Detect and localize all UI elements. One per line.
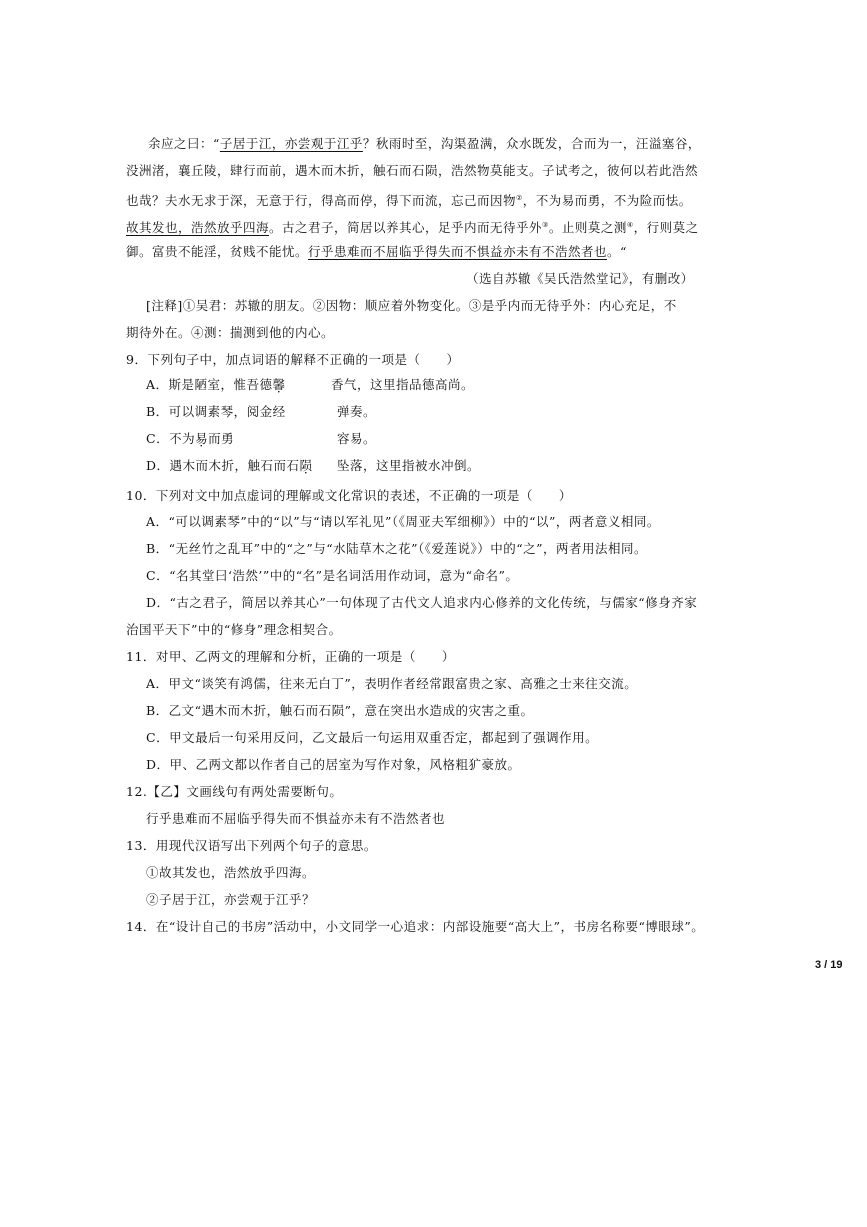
q10-stem: 10．下列对文中加点虚词的理解或文化常识的表述，不正确的一项是（ ） (126, 488, 572, 503)
q9-option-c-explanation: 容易。 (337, 431, 377, 446)
underlined-sentence-1: 故其发也，浩然放乎四海 (126, 220, 270, 236)
q9-option-a: A．斯是陋室，惟吾德馨 (146, 377, 286, 392)
q11-option-c: C．甲文最后一句采用反问，乙文最后一句运用双重否定，都起到了强调作用。 (146, 730, 599, 745)
passage-line-2: 没洲渚，襄丘陵，肆行而前，遇木而木折，触石而石陨，浩然物莫能支。子试考之，彼何以若此浩然 (126, 163, 699, 178)
q10-option-b: B．“无丝竹之乱耳”中的“之”与“水陆草木之花”（《爱莲说》）中的“之”，两者用法相同。 (146, 541, 648, 556)
passage-line-4: 故其发也，浩然放乎四海。古之君子，简居以养其心，足乎内而无待乎外③。止则莫之测④，行则莫之 (126, 220, 699, 236)
passage-line-5: 御。富贵不能淫，贫贱不能忧。行乎患难而不屈临乎得失而不惧益亦未有不浩然者也。“ (126, 244, 627, 259)
dotted-word: 易 (195, 431, 209, 446)
underlined-sentence-break: 行乎患难而不屈临乎得失而不惧益亦未有不浩然者也 (308, 244, 608, 259)
q9-option-a-explanation: 香气，这里指品德高尚。 (331, 377, 475, 392)
q12-sentence: 行乎患难而不屈临乎得失而不惧益亦未有不浩然者也 (146, 811, 446, 826)
dotted-word: 馨 (272, 377, 286, 392)
annotation-line-1: [注释]①吴君：苏辙的朋友。②因物：顺应着外物变化。③是乎内而无待乎外：内心充足，不 (146, 298, 677, 313)
q12-stem: 12.【乙】文画线句有两处需要断句。 (126, 784, 343, 799)
q10-option-d: D．“古之君子，简居以养其心”一句体现了古代文人追求内心修养的文化传统，与儒家“修身齐家 (146, 595, 698, 610)
dotted-word: 陨 (299, 458, 313, 473)
page-number: 3 / 19 (815, 959, 843, 971)
q13-stem: 13．用现代汉语写出下列两个句子的意思。 (126, 838, 377, 853)
q9-option-d: D．遇木而木折，触石而石陨 (146, 458, 313, 473)
underlined-sentence-2: 子居于江，亦尝观于江乎 (219, 136, 363, 151)
q11-stem: 11．对甲、乙两文的理解和分析，正确的一项是（ ） (126, 649, 455, 664)
passage-line-3: 也哉？夫水无求于深，无意于行，得高而停，得下而流，忘己而因物②，不为易而勇，不为险而怯。 (126, 193, 692, 209)
q11-option-a: A．甲文“谈笑有鸿儒，往来无白丁”，表明作者经常跟富贵之家、高雅之士来往交流。 (146, 676, 638, 691)
q14-stem: 14．在“设计自己的书房”活动中，小文同学一心追求：内部设施要“高大上”，书房名称要“博眼球”。 (126, 919, 705, 934)
q9-option-b: B．可以调素琴，阅金经 (146, 404, 286, 419)
q10-option-c: C．“名其堂曰‘浩然’”中的“名”是名词活用作动词，意为“命名”。 (146, 568, 519, 583)
q9-option-d-explanation: 坠落，这里指被水冲倒。 (337, 458, 481, 473)
q9-option-b-explanation: 弹奏。 (337, 404, 377, 419)
q11-option-b: B．乙文“遇木而木折，触石而石陨”，意在突出水造成的灾害之重。 (146, 703, 534, 718)
q10-option-d-cont: 治国平天下”中的“修身”理念相契合。 (126, 622, 342, 637)
q9-option-c: C．不为易而勇 (146, 431, 235, 446)
q13-sentence-2: ②子居于江，亦尝观于江乎？ (146, 892, 316, 907)
q10-option-a: A．“可以调素琴”中的“以”与“请以军礼见”（《周亚夫军细柳》）中的“以”，两者意义相同。 (146, 514, 660, 529)
passage-line-1: 余应之曰：“子居于江，亦尝观于江乎？秋雨时至，沟渠盈满，众水既发，合而为一，汪溢塞谷， (148, 136, 701, 151)
annotation-line-2: 期待外在。④测：揣测到他的内心。 (126, 325, 335, 340)
passage-source: （选自苏辙《吴氏浩然堂记》，有删改） (466, 271, 694, 286)
q9-stem: 9．下列句子中，加点词语的解释不正确的一项是（ ） (126, 352, 460, 367)
q13-sentence-1: ①故其发也，浩然放乎四海。 (146, 865, 316, 880)
q11-option-d: D．甲、乙两文都以作者自己的居室为写作对象，风格粗犷豪放。 (146, 757, 521, 772)
